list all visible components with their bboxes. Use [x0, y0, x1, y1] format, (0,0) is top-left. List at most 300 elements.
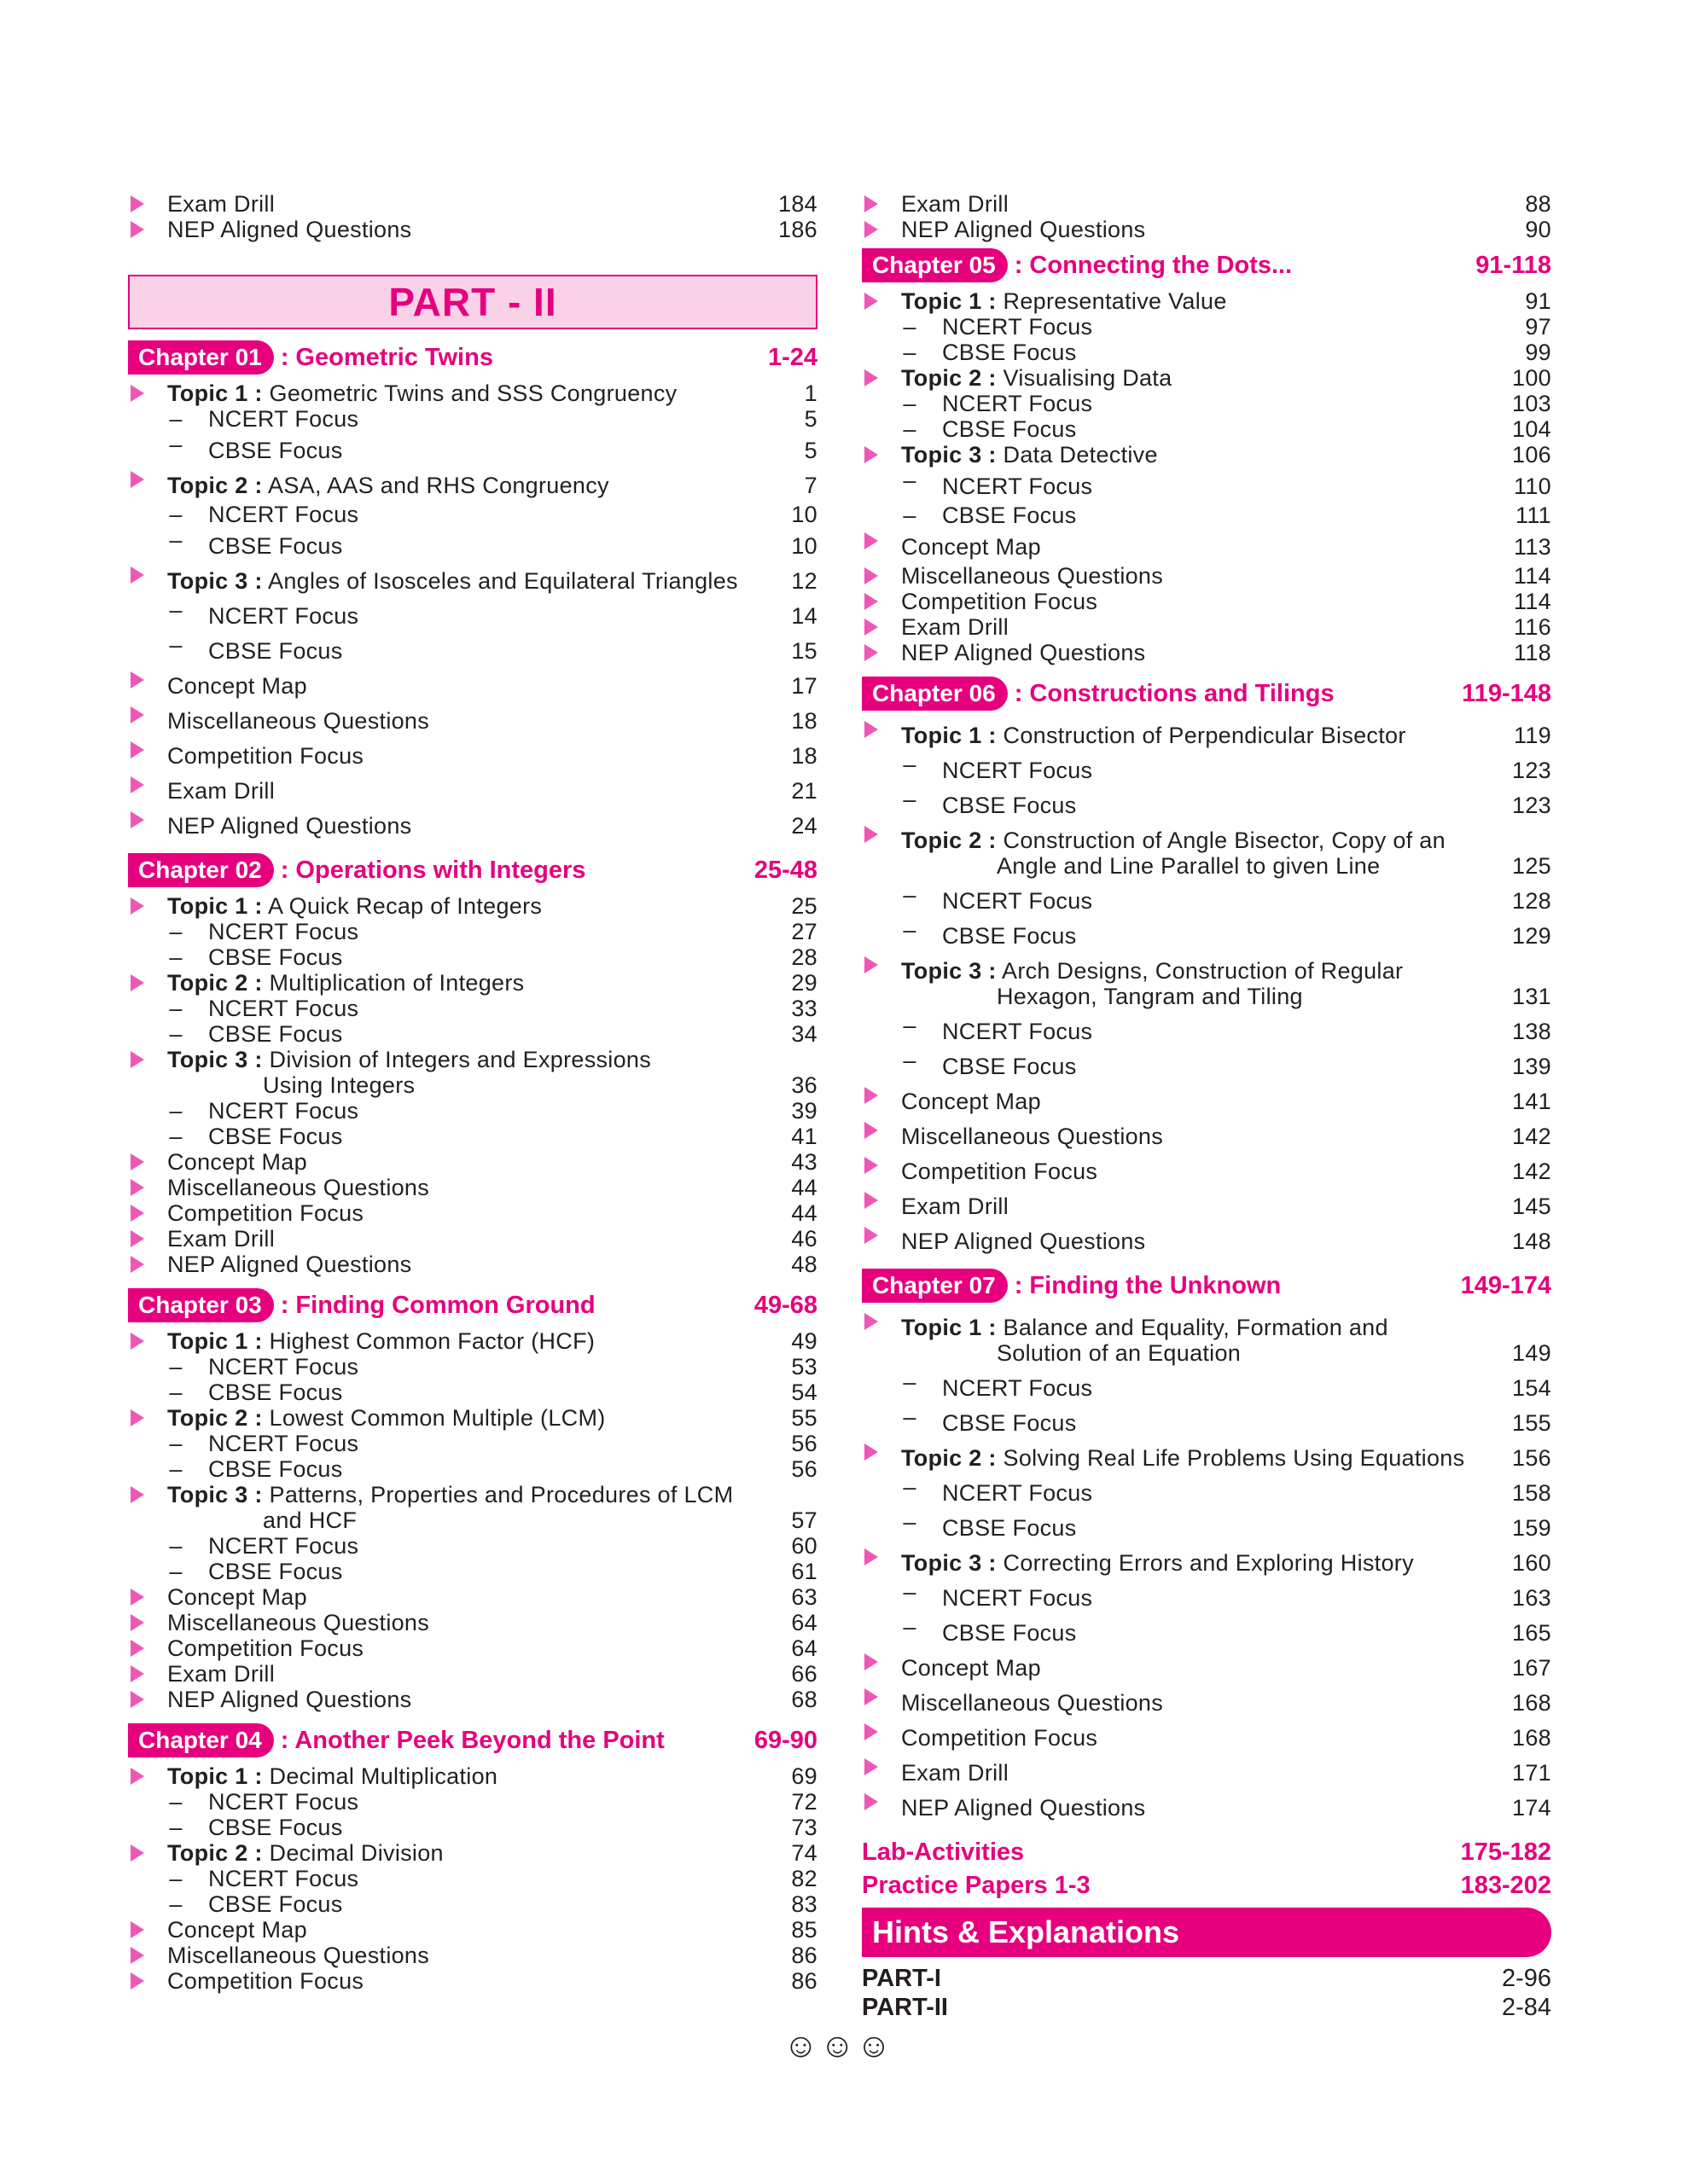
toc-item-label: Concept Map — [901, 1089, 1041, 1114]
toc-page-number: 25 — [791, 893, 817, 919]
topic-item — [862, 365, 1551, 391]
topic-item — [862, 1309, 1551, 1369]
toc-item — [128, 1584, 817, 1610]
sub-item — [128, 1891, 817, 1917]
toc-item-label: NEP Aligned Questions — [167, 217, 412, 242]
arrow-bullet-icon — [131, 897, 144, 915]
dash-bullet-icon: – — [903, 416, 916, 442]
dash-bullet-icon: – — [903, 882, 916, 908]
toc-page-number: 168 — [1512, 1725, 1551, 1751]
dash-bullet-icon: – — [169, 1789, 183, 1815]
toc-item-label: Exam Drill — [167, 1661, 276, 1687]
hints-parts-list — [862, 1964, 1551, 2022]
chapter-page-range: 69-90 — [753, 1726, 817, 1754]
sub-item — [128, 1124, 817, 1149]
arrow-bullet-icon — [131, 1972, 144, 1989]
chapter-heading — [128, 340, 817, 375]
dash-bullet-icon: – — [169, 996, 183, 1021]
toc-page-number: 158 — [1512, 1480, 1551, 1506]
chapter-heading — [862, 676, 1551, 712]
sub-item-label: CBSE Focus — [208, 1456, 343, 1482]
arrow-bullet-icon — [864, 619, 878, 636]
dash-bullet-icon: – — [169, 1815, 183, 1840]
topic-line — [901, 1315, 1475, 1340]
sub-item-label: CBSE Focus — [942, 923, 1077, 949]
sub-item — [862, 1474, 1551, 1509]
sub-item — [128, 1559, 817, 1584]
toc-page-number: 149 — [1512, 1340, 1551, 1366]
topic-item — [128, 562, 817, 597]
topic-item — [128, 1405, 817, 1431]
sub-item — [862, 882, 1551, 917]
sub-item-label: NCERT Focus — [208, 1866, 359, 1891]
chapter-title: : Finding the Unknown — [1014, 1271, 1282, 1299]
toc-item-label: Exam Drill — [901, 191, 1009, 217]
topic-item — [862, 822, 1551, 882]
chapter-title: : Operations with Integers — [280, 856, 586, 884]
sub-item — [128, 996, 817, 1021]
chapter-tag: Chapter 07 — [862, 1269, 1008, 1303]
toc-item — [128, 1968, 817, 1994]
sub-item — [128, 406, 817, 432]
arrow-bullet-icon — [131, 385, 144, 402]
toc-item — [128, 1175, 817, 1200]
dash-bullet-icon: – — [169, 1891, 183, 1917]
arrow-bullet-icon — [864, 195, 878, 212]
toc-item-label: Exam Drill — [901, 614, 1009, 640]
dash-bullet-icon: – — [169, 919, 183, 944]
sub-item-label: CBSE Focus — [942, 1620, 1077, 1646]
topic-number: Topic 2 : — [167, 1840, 263, 1866]
sub-item-label: NCERT Focus — [942, 1585, 1093, 1611]
sub-item-label: CBSE Focus — [942, 502, 1077, 528]
topic-text — [128, 380, 741, 406]
topic-item — [128, 1763, 817, 1789]
dash-bullet-icon: – — [169, 1354, 183, 1380]
topic-title-continued: and HCF — [263, 1507, 358, 1533]
toc-item — [128, 737, 817, 772]
sub-item — [862, 468, 1551, 502]
topic-title: Decimal Multiplication — [269, 1763, 498, 1789]
topic-text — [862, 288, 1475, 314]
sub-item-label: NCERT Focus — [208, 1533, 359, 1559]
toc-item-label: Competition Focus — [167, 1635, 364, 1661]
toc-page-number: 48 — [791, 1252, 817, 1277]
sub-item — [128, 1354, 817, 1380]
sub-item-label: NCERT Focus — [208, 1431, 359, 1456]
dash-bullet-icon: – — [903, 468, 916, 493]
sub-item — [128, 1098, 817, 1124]
toc-page-number: 142 — [1512, 1159, 1551, 1184]
topic-line — [167, 380, 741, 406]
toc-page-number: 44 — [791, 1175, 817, 1200]
toc-item-label: Concept Map — [167, 673, 307, 699]
toc-page-number: 168 — [1512, 1690, 1551, 1716]
topic-title-continued: Angle and Line Parallel to given Line — [997, 853, 1381, 879]
arrow-bullet-icon — [864, 532, 878, 549]
dash-bullet-icon: – — [903, 1474, 916, 1500]
toc-item-label: Exam Drill — [167, 778, 276, 804]
toc-item-label: Miscellaneous Questions — [901, 1690, 1164, 1716]
chapter-page-range: 149-174 — [1460, 1271, 1551, 1299]
arrow-bullet-icon — [131, 1589, 144, 1606]
topic-line — [901, 365, 1475, 391]
sub-item-label: CBSE Focus — [942, 793, 1077, 818]
sub-item — [128, 1533, 817, 1559]
dash-bullet-icon: – — [169, 1456, 183, 1482]
toc-item — [862, 1223, 1551, 1258]
toc-page-number: 5 — [804, 438, 817, 463]
toc-page-number: 106 — [1512, 442, 1551, 468]
toc-page-number: 61 — [791, 1559, 817, 1584]
topic-text — [862, 1550, 1475, 1576]
toc-page-number: 148 — [1512, 1228, 1551, 1254]
chapter-title: : Constructions and Tilings — [1014, 679, 1335, 707]
sub-item — [128, 1021, 817, 1047]
toc-page-number: 14 — [791, 603, 817, 629]
toc-page-number: 156 — [1512, 1445, 1551, 1471]
toc-page-number: 86 — [791, 1943, 817, 1968]
sub-item — [128, 919, 817, 944]
toc-page-number: 113 — [1514, 534, 1551, 560]
toc-item — [128, 1226, 817, 1252]
hints-part-title: PART-II — [862, 1994, 948, 2021]
topic-number: Topic 1 : — [901, 1315, 997, 1340]
dash-bullet-icon: – — [903, 340, 916, 365]
toc-page-number: 21 — [791, 778, 817, 804]
toc-page-number: 174 — [1512, 1795, 1551, 1821]
toc-item — [128, 1635, 817, 1661]
arrow-bullet-icon — [864, 1087, 878, 1104]
toc-item — [862, 1153, 1551, 1188]
arrow-bullet-icon — [864, 1653, 878, 1670]
sub-item — [862, 1369, 1551, 1404]
extra-section-title: Practice Papers 1-3 — [862, 1872, 1091, 1899]
topic-number: Topic 3 : — [901, 442, 997, 468]
toc-item — [862, 1684, 1551, 1719]
topic-title: Lowest Common Multiple (LCM) — [269, 1405, 606, 1431]
dash-bullet-icon: – — [169, 1098, 183, 1124]
toc-page-number: 184 — [778, 191, 817, 217]
toc-page-number: 55 — [791, 1405, 817, 1431]
toc-item-label: NEP Aligned Questions — [167, 1252, 412, 1277]
extra-sections — [862, 1836, 1551, 1902]
arrow-bullet-icon — [131, 1230, 144, 1247]
toc-item-label: Exam Drill — [167, 191, 276, 217]
sub-item-label: NCERT Focus — [942, 758, 1093, 783]
hints-part-title: PART-I — [862, 1965, 941, 1992]
topic-item — [128, 380, 817, 406]
dash-bullet-icon: – — [169, 1533, 183, 1559]
toc-item — [128, 1917, 817, 1943]
toc-item-label: Concept Map — [167, 1149, 307, 1175]
toc-page-number: 49 — [791, 1328, 817, 1354]
sub-item-label: NCERT Focus — [942, 888, 1093, 914]
sub-item-label: CBSE Focus — [208, 1124, 343, 1149]
sub-item — [862, 1048, 1551, 1083]
toc-page-number: 63 — [791, 1584, 817, 1610]
toc-page-number: 97 — [1525, 314, 1551, 340]
toc-item — [128, 667, 817, 702]
toc-item-label: NEP Aligned Questions — [901, 1228, 1146, 1254]
topic-number: Topic 2 : — [901, 1445, 997, 1471]
toc-item — [862, 1118, 1551, 1153]
arrow-bullet-icon — [864, 1758, 878, 1775]
toc-page-number: 82 — [791, 1866, 817, 1891]
topic-line — [167, 1328, 741, 1354]
extra-section-page-range: 175-182 — [1460, 1838, 1551, 1866]
dash-bullet-icon: – — [169, 527, 183, 553]
toc-page-number: 163 — [1512, 1585, 1551, 1611]
toc-page-number: 34 — [791, 1021, 817, 1047]
toc-page-number: 33 — [791, 996, 817, 1021]
sub-item — [128, 1789, 817, 1815]
toc-item-label: Miscellaneous Questions — [901, 1124, 1164, 1149]
toc-page-number: 118 — [1514, 640, 1551, 665]
toc-item — [862, 191, 1551, 217]
arrow-bullet-icon — [864, 1443, 878, 1461]
toc-page-number: 100 — [1512, 365, 1551, 391]
toc-item — [862, 1649, 1551, 1684]
arrow-bullet-icon — [864, 593, 878, 610]
toc-item-label: Miscellaneous Questions — [167, 1610, 430, 1635]
sub-item — [862, 1579, 1551, 1614]
toc-item — [862, 589, 1551, 614]
arrow-bullet-icon — [864, 369, 878, 386]
sub-item-label: CBSE Focus — [208, 1021, 343, 1047]
topic-title-continued: Hexagon, Tangram and Tiling — [997, 984, 1303, 1009]
toc-page-number: 1 — [804, 380, 817, 406]
arrow-bullet-icon — [131, 1614, 144, 1631]
sub-item-label: NCERT Focus — [942, 1375, 1093, 1401]
toc-item — [128, 1943, 817, 1968]
toc-page-number: 10 — [791, 502, 817, 527]
topic-item — [128, 1482, 817, 1533]
arrow-bullet-icon — [131, 1256, 144, 1273]
sub-item-label: NCERT Focus — [942, 1019, 1093, 1044]
sub-item — [862, 917, 1551, 952]
toc-item-label: Competition Focus — [167, 743, 364, 769]
chapter-tag: Chapter 05 — [862, 248, 1008, 282]
toc-page-number: 64 — [791, 1610, 817, 1635]
topic-line — [901, 958, 1475, 984]
topic-title-continued: Using Integers — [263, 1072, 416, 1098]
toc-item — [128, 1252, 817, 1277]
toc-page-number: 53 — [791, 1354, 817, 1380]
arrow-bullet-icon — [864, 1723, 878, 1740]
sub-item — [128, 1815, 817, 1840]
toc-page-number: 114 — [1514, 589, 1551, 614]
arrow-bullet-icon — [864, 446, 878, 463]
sub-item — [862, 1509, 1551, 1544]
toc-page-number: 68 — [791, 1687, 817, 1712]
topic-text — [862, 1315, 1475, 1366]
toc-item-label: Concept Map — [167, 1584, 307, 1610]
arrow-bullet-icon — [131, 671, 144, 688]
topic-number: Topic 1 : — [901, 288, 997, 314]
hints-part-row — [862, 1993, 1551, 2022]
sub-item-label: NCERT Focus — [208, 919, 359, 944]
toc-page-number: 36 — [791, 1072, 817, 1098]
topic-text — [128, 1840, 741, 1866]
extra-section-page-range: 183-202 — [1460, 1872, 1551, 1899]
toc-item-label: Exam Drill — [901, 1760, 1009, 1786]
topic-number: Topic 1 : — [167, 1763, 263, 1789]
toc-page-number: 69 — [791, 1763, 817, 1789]
dash-bullet-icon: – — [169, 1431, 183, 1456]
topic-number: Topic 1 : — [167, 1328, 263, 1354]
sub-item — [128, 1866, 817, 1891]
arrow-bullet-icon — [131, 471, 144, 488]
topic-line — [167, 1482, 741, 1507]
arrow-bullet-icon — [131, 1947, 144, 1964]
chapter-title: : Another Peek Beyond the Point — [280, 1726, 665, 1754]
topic-line — [901, 1550, 1475, 1576]
topic-title: A Quick Recap of Integers — [268, 893, 543, 919]
chapter-tag: Chapter 06 — [862, 677, 1008, 711]
toc-item — [862, 1719, 1551, 1754]
left-top-items — [128, 191, 817, 242]
toc-page-number: 186 — [778, 217, 817, 242]
toc-page-number: 128 — [1512, 888, 1551, 914]
toc-item-label: Competition Focus — [167, 1968, 364, 1994]
dash-bullet-icon: – — [169, 597, 183, 623]
chapter-page-range: 1-24 — [767, 343, 817, 371]
topic-number: Topic 2 : — [901, 365, 997, 391]
topic-line — [167, 1047, 741, 1072]
sub-item-label: CBSE Focus — [942, 1410, 1077, 1436]
arrow-bullet-icon — [131, 1486, 144, 1503]
toc-item — [862, 528, 1551, 563]
dash-bullet-icon: – — [903, 1579, 916, 1605]
topic-line — [901, 1445, 1475, 1471]
toc-page-number: 5 — [804, 406, 817, 432]
toc-page-number: 60 — [791, 1533, 817, 1559]
toc-page-number: 18 — [791, 743, 817, 769]
chapter-heading — [128, 852, 817, 888]
sub-item-label: NCERT Focus — [208, 996, 359, 1021]
topic-text — [128, 1328, 741, 1354]
toc-item — [128, 1610, 817, 1635]
dash-bullet-icon: – — [169, 1021, 183, 1047]
toc-item — [128, 702, 817, 737]
dash-bullet-icon: – — [903, 1614, 916, 1640]
topic-title: Data Detective — [1003, 442, 1158, 468]
hints-explanations-heading: Hints & Explanations — [862, 1908, 1551, 1957]
toc-page-number: 74 — [791, 1840, 817, 1866]
toc-page-number: 99 — [1525, 340, 1551, 365]
sub-item — [128, 597, 817, 632]
toc-item-label: Competition Focus — [901, 1159, 1098, 1184]
sub-item — [128, 632, 817, 667]
topic-text — [862, 958, 1475, 1009]
toc-item-label: Exam Drill — [901, 1194, 1009, 1219]
toc-item — [862, 1188, 1551, 1223]
topic-title: Balance and Equality, Formation and — [1003, 1315, 1388, 1340]
toc-item — [128, 1661, 817, 1687]
toc-page-number: 123 — [1512, 793, 1551, 818]
arrow-bullet-icon — [131, 741, 144, 758]
hints-part-page-range: 2-84 — [1501, 1994, 1551, 2021]
chapter-title: : Geometric Twins — [280, 343, 493, 371]
dash-bullet-icon: – — [169, 632, 183, 658]
arrow-bullet-icon — [131, 811, 144, 828]
arrow-bullet-icon — [131, 1768, 144, 1785]
toc-item-label: Exam Drill — [167, 1226, 276, 1252]
topic-item — [128, 1840, 817, 1866]
topic-title: Decimal Division — [269, 1840, 444, 1866]
topic-number: Topic 3 : — [901, 958, 997, 984]
sub-item — [862, 787, 1551, 822]
sub-item-label: NCERT Focus — [942, 391, 1093, 416]
topic-number: Topic 1 : — [167, 380, 263, 406]
dash-bullet-icon: – — [903, 502, 916, 528]
sub-item-label: CBSE Focus — [208, 1380, 343, 1405]
topic-title: Construction of Angle Bisector, Copy of an — [1003, 828, 1446, 853]
sub-item-label: CBSE Focus — [208, 1559, 343, 1584]
toc-item — [862, 1083, 1551, 1118]
toc-page-number: 160 — [1512, 1550, 1551, 1576]
dash-bullet-icon: – — [903, 917, 916, 943]
toc-page-number: 72 — [791, 1789, 817, 1815]
toc-page-number: 73 — [791, 1815, 817, 1840]
arrow-bullet-icon — [131, 706, 144, 723]
toc-item — [862, 1754, 1551, 1789]
toc-page-number: 142 — [1512, 1124, 1551, 1149]
sub-item-label: NCERT Focus — [942, 314, 1093, 340]
toc-item-label: Concept Map — [901, 534, 1041, 560]
topic-number: Topic 2 : — [167, 970, 263, 996]
arrow-bullet-icon — [131, 1179, 144, 1196]
toc-page-number: 12 — [791, 568, 817, 594]
toc-item — [128, 772, 817, 807]
arrow-bullet-icon — [864, 293, 878, 310]
arrow-bullet-icon — [131, 195, 144, 212]
extra-section-heading — [862, 1869, 1551, 1902]
toc-page-number: 10 — [791, 533, 817, 559]
topic-text — [128, 1763, 741, 1789]
toc-page-number: 86 — [791, 1968, 817, 1994]
left-column — [128, 191, 817, 1994]
topic-text — [128, 473, 741, 498]
toc-item — [862, 217, 1551, 242]
toc-item-label: Miscellaneous Questions — [167, 708, 430, 734]
toc-page-number: 27 — [791, 919, 817, 944]
dash-bullet-icon: – — [169, 406, 183, 432]
toc-item-label: Concept Map — [901, 1655, 1041, 1681]
toc-page-number: 57 — [791, 1507, 817, 1533]
topic-item — [862, 717, 1551, 752]
sub-item-label: CBSE Focus — [942, 416, 1077, 442]
toc-page-number: 131 — [1512, 984, 1551, 1009]
topic-line — [901, 828, 1475, 853]
topic-number: Topic 3 : — [167, 1047, 263, 1072]
sub-item-label: CBSE Focus — [208, 638, 343, 664]
sub-item — [128, 502, 817, 527]
sub-item — [862, 752, 1551, 787]
arrow-bullet-icon — [864, 1688, 878, 1705]
extra-section-heading — [862, 1836, 1551, 1869]
topic-text — [128, 1047, 741, 1098]
toc-page-number: 90 — [1525, 217, 1551, 242]
topic-item — [128, 970, 817, 996]
chapter-page-range: 91-118 — [1475, 251, 1551, 279]
sub-item — [862, 1013, 1551, 1048]
arrow-bullet-icon — [864, 721, 878, 738]
topic-line — [167, 1763, 741, 1789]
arrow-bullet-icon — [864, 567, 878, 584]
arrow-bullet-icon — [864, 1157, 878, 1174]
